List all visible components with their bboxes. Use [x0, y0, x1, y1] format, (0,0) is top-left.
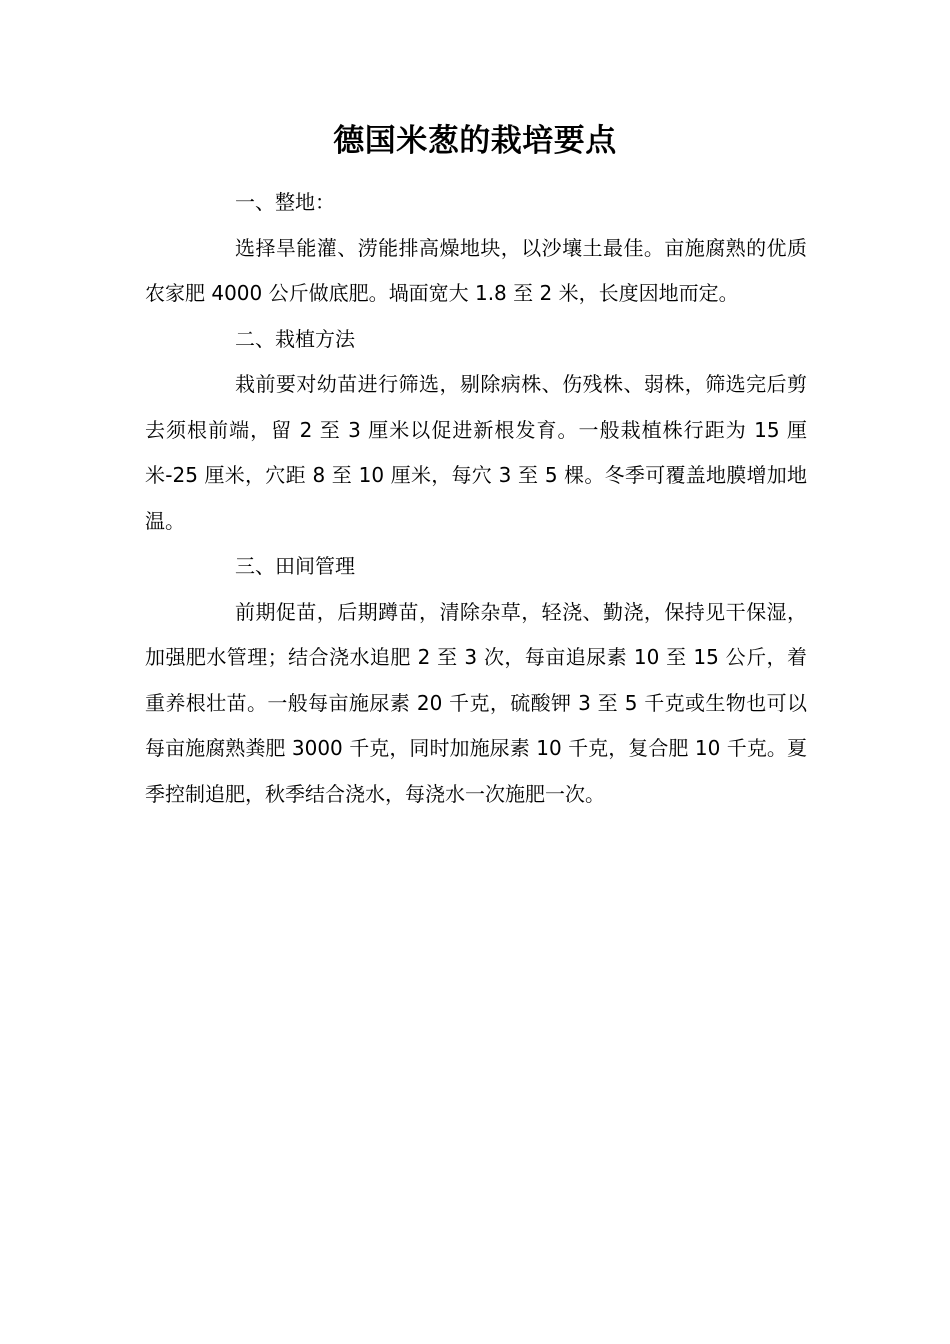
- document-title: 德国米葱的栽培要点: [333, 123, 617, 159]
- section-heading-field-management: 三、田间管理: [235, 554, 355, 578]
- document-body: [145, 180, 807, 817]
- section-heading-planting-method: 二、栽植方法: [235, 326, 355, 351]
- section-paragraph-planting-method: 栽前要对幼苗进行筛选，剔除病株、伤残株、弱株，筛选完后剪去须根前端，留 2 至 3 厘米以促进新根发育。一般栽植株行距为 15 厘米-25 厘米，穴距 8 至 10 厘米，每穴 3 至 5 棵。冬季可覆盖地膜增加地温。: [145, 372, 807, 533]
- section-heading-land-preparation: 一、整地：: [235, 190, 335, 214]
- section-paragraph-field-management: 前期促苗，后期蹲苗，清除杂草，轻浇、勤浇，保持见干保湿，加强肥水管理；结合浇水追肥 2 至 3 次，每亩追尿素 10 至 15 公斤，着重养根壮苗。一般每亩施尿素 20 千克，硫酸钾 3 至 5 千克或生物也可以每亩施腐熟粪肥 3000 千克，同时加施尿素 10 千克，复合肥 10 千克。夏季控制追肥，秋季结合浇水，每浇水一次施肥一次。: [145, 599, 807, 806]
- section-paragraph-land-preparation: 选择旱能灌、涝能排高燥地块，以沙壤土最佳。亩施腐熟的优质农家肥 4000 公斤做底肥。堝面宽大 1.8 至 2 米，长度因地而定。: [145, 235, 807, 305]
